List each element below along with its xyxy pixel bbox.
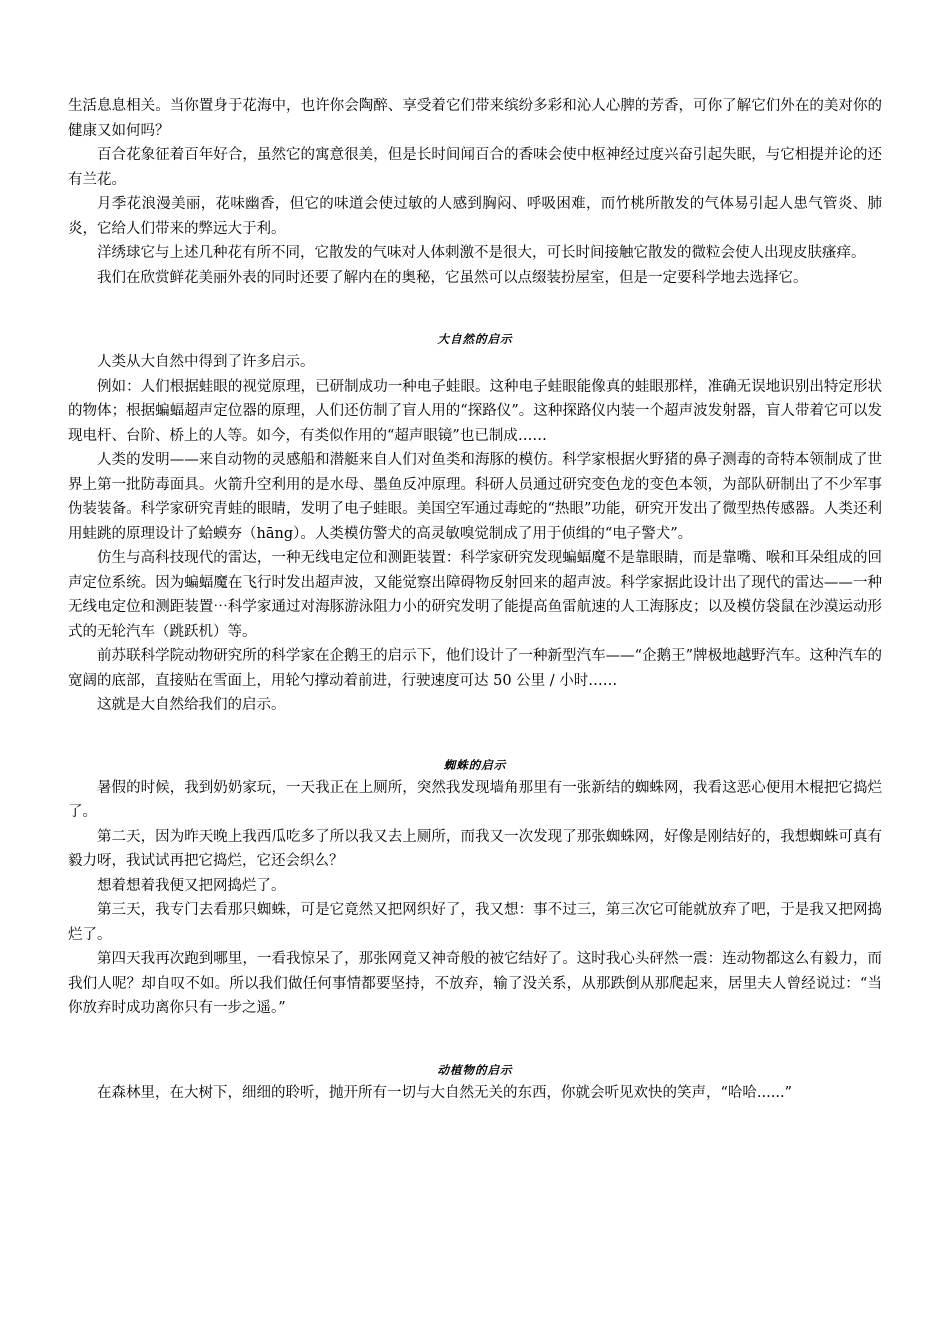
section-plants-animals-inspiration	[68, 1059, 882, 1106]
paragraph: 人类从大自然中得到了许多启示。	[97, 354, 315, 370]
paragraph: 生活息息相关。当你置身于花海中，也许你会陶醉、享受着它们带来缤纷多彩和沁人心脾的芳香，可你了解它们外在的美对你的健康又如何吗？	[68, 98, 882, 139]
section-title: 大自然的启示	[437, 332, 513, 346]
paragraph: 暑假的时候，我到奶奶家玩，一天我正在上厕所，突然我发现墙角那里有一张新结的蜘蛛网，我看这恶心便用木棍把它捣烂了。	[68, 779, 882, 820]
paragraph: 第三天，我专门去看那只蜘蛛，可是它竟然又把网织好了，我又想：事不过三，第三次它可能就放弃了吧，于是我又把网捣烂了。	[68, 902, 882, 943]
paragraph: 例如：人们根据蛙眼的视觉原理，已研制成功一种电子蛙眼。这种电子蛙眼能像真的蛙眼那样，准确无误地识别出特定形状的物体；根据蝙蝠超声定位器的原理，人们还仿制了盲人用的“探路仪”。这种探路仪内装一个超声波发射器，盲人带着它可以发现电杆、台阶、桥上的人等。如今，有类似作用的“超声眼镜”也已制成……	[68, 378, 882, 444]
section-nature-inspiration	[68, 328, 882, 718]
paragraph: 在森林里，在大树下，细细的聆听，抛开所有一切与大自然无关的东西，你就会听见欢快的笑声，“哈哈......”	[97, 1084, 792, 1101]
paragraph: 想着想着我便又把网捣烂了。	[97, 877, 286, 894]
paragraph: 这就是大自然给我们的启示。	[97, 697, 286, 713]
paragraph: 人类的发明——来自动物的灵感船和潜艇来自人们对鱼类和海豚的模仿。科学家根据火野猪的鼻子测毒的奇特本领制成了世界上第一批防毒面具。火箭升空利用的是水母、墨鱼反冲原理。科研人员通过研究变色龙的变色本领，为部队研制出了不少军事伪装装备。科学家研究青蛙的眼睛，发明了电子蛙眼。美国空军通过毒蛇的“热眼”功能，研究开发出了微型热传感器。人类还利用蛙跳的原理设计了蛤蟆夯（hāng）。人类模仿警犬的高灵敏嗅觉制成了用于侦缉的“电子警犬”。	[68, 452, 882, 542]
section-flowers	[68, 94, 882, 290]
paragraph: 洋绣球它与上述几种花有所不同，它散发的气味对人体刺激不是很大，可长时间接触它散发的微粒会使人出现皮肤瘙痒。	[97, 245, 866, 261]
paragraph: 百合花象征着百年好合，虽然它的寓意很美，但是长时间闻百合的香味会使中枢神经过度兴奋引起失眠，与它相提并论的还有兰花。	[68, 147, 882, 188]
paragraph: 仿生与高科技现代的雷达，一种无线电定位和测距装置：科学家研究发现蝙蝠魔不是靠眼睛，而是靠嘴、喉和耳朵组成的回声定位系统。因为蝙蝠魔在飞行时发出超声波，又能觉察出障碍物反射回来的超声波。科学家据此设计出了现代的雷达——一种无线电定位和测距装置⋯科学家通过对海豚游泳阻力小的研究发明了能提高鱼雷航速的人工海豚皮；以及模仿袋鼠在沙漠运动形式的无轮汽车（跳跃机）等。	[68, 550, 882, 640]
paragraph: 月季花浪漫美丽，花味幽香，但它的味道会使过敏的人感到胸闷、呼吸困难，而竹桃所散发的气体易引起人患气管炎、肺炎，它给人们带来的弊远大于利。	[68, 196, 882, 237]
paragraph: 第四天我再次跑到哪里，一看我惊呆了，那张网竟又神奇般的被它结好了。这时我心头砰然一震：连动物都这么有毅力，而我们人呢？却自叹不如。所以我们做任何事情都要坚持，不放弃，输了没关系，从那跌倒从那爬起来，居里夫人曾经说过：“当你放弃时成功离你只有一步之遥。”	[68, 951, 882, 1016]
section-title: 动植物的启示	[437, 1062, 513, 1077]
paragraph: 前苏联科学院动物研究所的科学家在企鹅王的启示下，他们设计了一种新型汽车——“企鹅王”牌极地越野汽车。这种汽车的宽阔的底部，直接贴在雪面上，用轮勺撑动着前进，行驶速度可达 50 公里 / 小时……	[68, 648, 882, 689]
section-spider-inspiration	[68, 754, 882, 1021]
section-title: 蜘蛛的启示	[443, 757, 507, 772]
paragraph: 第二天，因为昨天晚上我西瓜吃多了所以我又去上厕所，而我又一次发现了那张蜘蛛网，好像是刚结好的，我想蜘蛛可真有毅力呀，我试试再把它捣烂，它还会织么？	[68, 828, 882, 869]
paragraph: 我们在欣赏鲜花美丽外表的同时还要了解内在的奥秘，它虽然可以点缀装扮屋室，但是一定要科学地去选择它。	[97, 269, 808, 286]
document-page	[68, 94, 882, 1105]
